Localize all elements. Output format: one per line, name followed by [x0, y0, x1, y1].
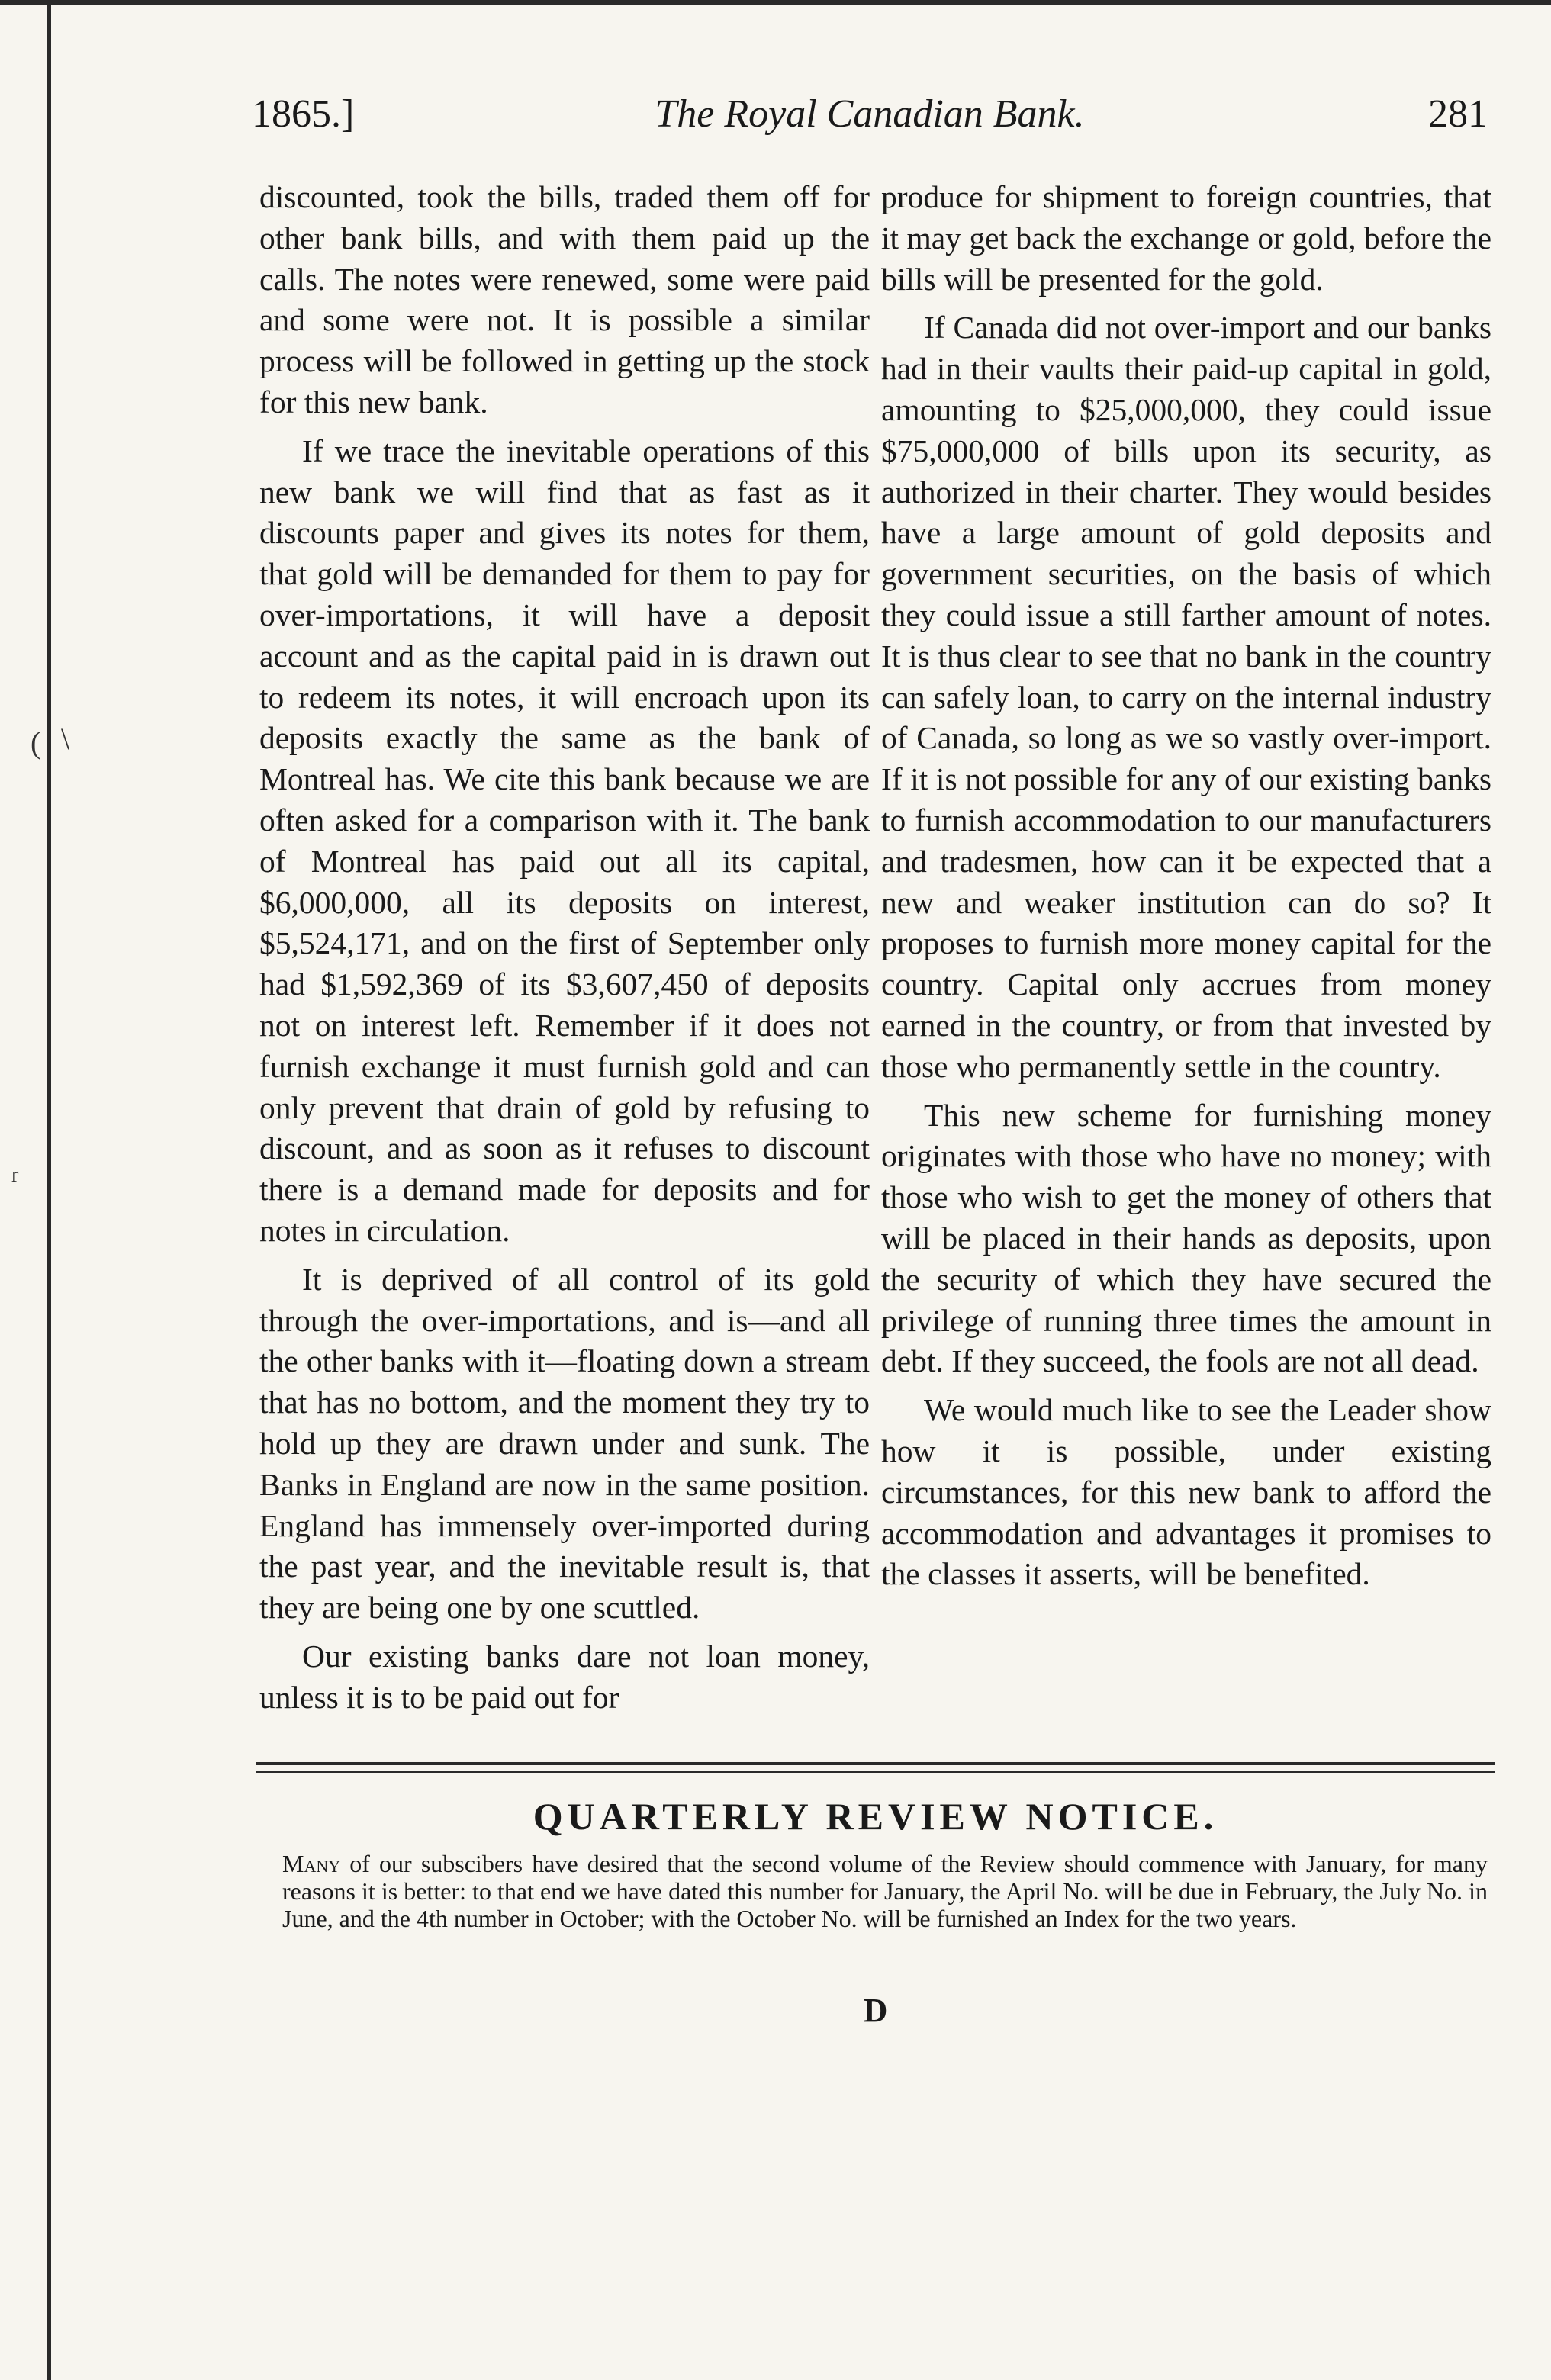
separator-rule — [256, 1771, 1495, 1773]
paragraph: This new scheme for furnishing money originates with those who have no money; with those who wish to get the money of others that will be placed in their hands as deposits, upon the security of which they have secured the privilege of running three times the amount in debt. If they succeed, the fools are not all dead. — [881, 1097, 1491, 1379]
paragraph: produce for shipment to foreign countries, that it may get back the exchange or gold, before the bills will be presented for the gold. — [881, 179, 1491, 297]
notice-heading: QUARTERLY REVIEW NOTICE. — [533, 1795, 1218, 1838]
page-number: 281 — [1428, 92, 1488, 136]
running-title: The Royal Canadian Bank. — [655, 92, 1085, 136]
separator-rule — [256, 1762, 1495, 1765]
header-year: 1865.] — [252, 92, 355, 136]
paragraph: We would much like to see the Leader show how it is possible, under existing circumstances, for this new bank to afford the accommodation and advantages it promises to the classes it asserts, will be benefited. — [881, 1392, 1491, 1592]
page-header — [252, 92, 1488, 153]
paragraph: If Canada did not over-import and our banks had in their vaults their paid-up capital in gold, amounting to $25,000,000, they could issue $75,000,000 of bills upon its security, as authorized in their charter. They would besides have a large amount of gold deposits and government securities, on the basis of which they could issue a still farther amount of notes. It is thus clear to see that no bank in the country can safely loan, to carry on the internal industry of Canada, so long as we so vastly over-import. If it is not possible for any of our existing banks to furnish accommodation to our manufacturers and tradesmen, how can it be expected that a new and weaker institution can do so? It proposes to furnish more money capital for the country. Capital only accrues from money earned in the country, or from that invested by those who permanently settle in the country. — [881, 310, 1491, 1084]
notice-text: of our subscibers have desired that the second volume of the Review should commence with January, for many reasons it is better: to that end we have dated this number for January, the April No. will be due in February, the July No. in June, and the 4th number in October; with the October No. will be furnished an Index for the two years. — [282, 1850, 1488, 1932]
left-column — [259, 177, 870, 1726]
notice-lead: Many — [282, 1850, 341, 1877]
binding-edge — [47, 0, 51, 2380]
notice-body — [282, 1850, 1488, 1932]
paragraph: It is deprived of all control of its gold through the over-importations, and is—and all the other banks with it—floating down a stream that has no bottom, and the moment they try to hold up they are drawn under and sunk. The Banks in England are now in the same position. England has immensely over-imported during the past year, and the inevitable result is, that they are being one by one scuttled. — [259, 1261, 870, 1626]
right-column — [881, 177, 1491, 1603]
paragraph: discounted, took the bills, traded them off for other bank bills, and with them paid up the calls. The notes were renewed, some were paid and some were not. It is possible a similar process will be followed in getting up the stock for this new bank. — [259, 179, 870, 420]
paragraph: If we trace the inevitable operations of this new bank we will find that as fast as it discounts paper and gives its notes for them, that gold will be demanded for them to pay for over-importations, it will have a deposit account and as the capital paid in is drawn out to redeem its notes, it will encroach upon its deposits exactly the same as the bank of Montreal has. We cite this bank because we are often asked for a comparison with it. The bank of Montreal has paid out all its capital, $6,000,000, all its deposits on interest, $5,524,171, and on the first of September only had $1,592,369 of its $3,607,450 of deposits not on interest left. Remember if it does not furnish exchange it must furnish gold and can only prevent that drain of gold by refusing to discount, and as soon as it refuses to discount there is a demand made for deposits and for notes in circulation. — [259, 433, 870, 1248]
margin-mark: r — [11, 1163, 19, 1187]
margin-mark: \ — [61, 722, 70, 756]
paragraph: Our existing banks dare not loan money, unless it is to be paid out for — [259, 1638, 870, 1715]
signature-mark: D — [863, 1992, 888, 2029]
top-rule — [0, 0, 1551, 5]
margin-mark: ( — [31, 725, 41, 760]
